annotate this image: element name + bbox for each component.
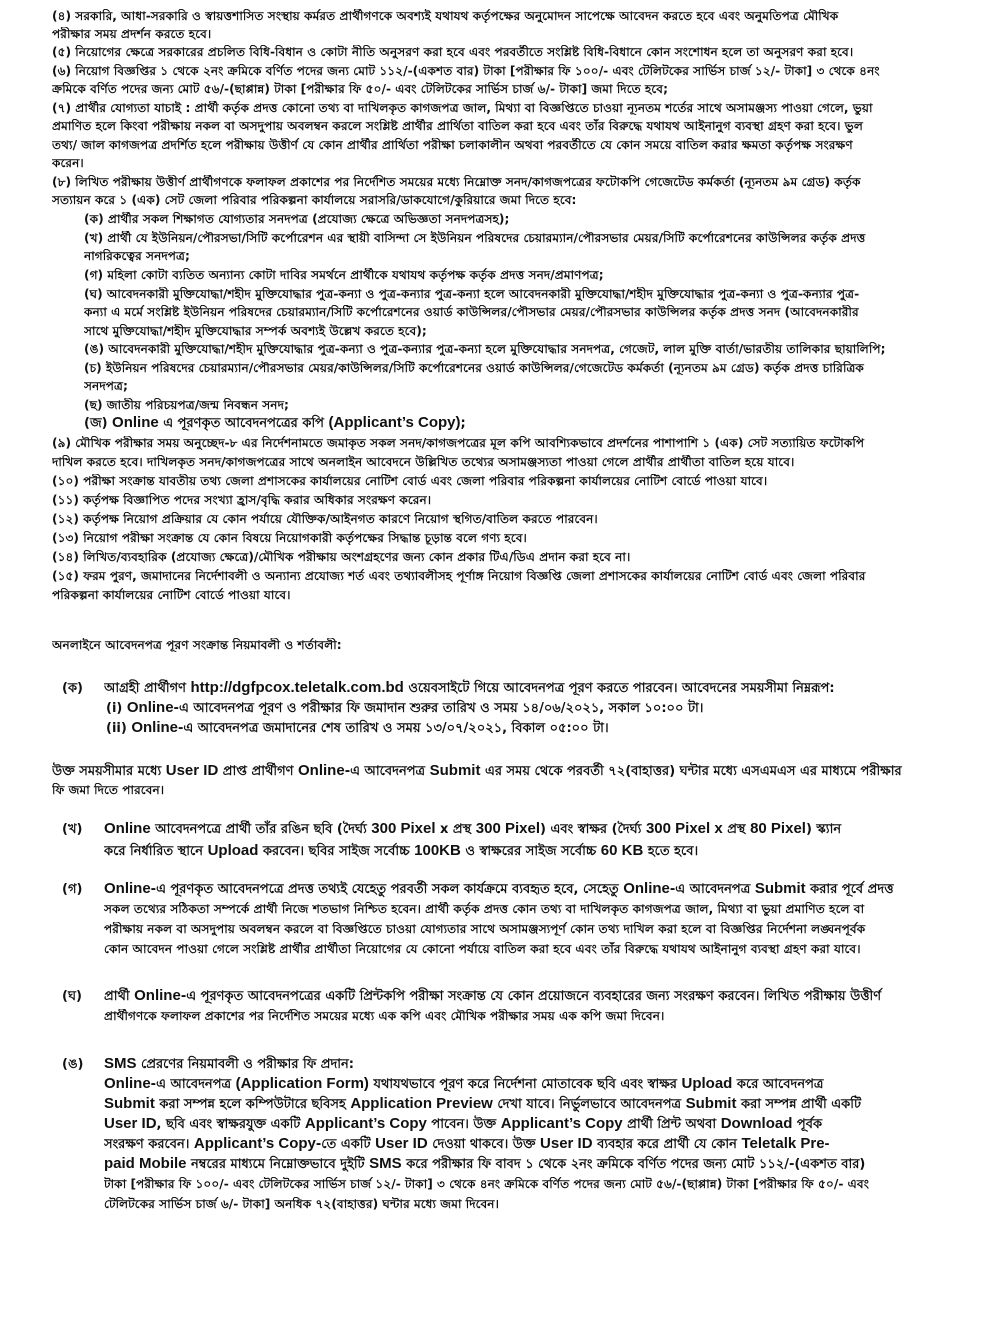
section-gha-line-1: প্রার্থী Online-এ পূরণকৃত আবেদনপত্রের একটি প্রিন্টকপি পরীক্ষা সংক্রান্ত যে কোন প্রয়োজনে ব্যবহারের জন্য সংরক্ষণ করবেন। লিখিত পরীক্ষায় উত্তীর্ণ [104, 987, 882, 1004]
section-ka-start-date: (i) Online-এ আবেদনপত্র পূরণ ও পরীক্ষার ফি জমাদান শুরুর তারিখ ও সময় ১৪/০৬/২০২১, সকাল ১০:০০ টা। [106, 699, 704, 716]
rule-8-line-1: (৮) লিখিত পরীক্ষায় উত্তীর্ণ প্রার্থীগণকে ফলাফল প্রকাশের পর নির্দেশিত সময়ের মধ্যে নিম্নোক্ত সনদ/কাগজপত্রের ফটোকপি গেজেটেড কর্মকর্তা (ন্যূনতম ৯ম গ্রেড) কর্তৃক [52, 175, 861, 189]
rule-7-line-4: করেন। [52, 156, 84, 170]
section-kha-line-1: Online আবেদনপত্রে প্রার্থী তাঁর রঙিন ছবি (দৈর্ঘ্য 300 Pixel x প্রস্থ 300 Pixel) এবং স্বাক্ষর (দৈর্ঘ্য 300 Pixel x প্রস্থ 80 Pixel) স্ক্যান [104, 820, 842, 837]
rule-7-line-2: প্রমাণিত হলে কিংবা পরীক্ষায় নকল বা অসদুপায় অবলম্বন করলে সংশ্লিষ্ট প্রার্থীর প্রার্থিতা বাতিল করা হবে এবং তাঁর বিরুদ্ধে যথাযথ আইনানুগ ব্যবস্থা গ্রহণ করা হবে। ভুল [52, 119, 863, 133]
section-ga-line-3: পরীক্ষায় নকল বা অসদুপায় অবলম্বন করলে বা বিজ্ঞপ্তিতে চাওয়া যোগ্যতার সাথে অসামঞ্জস্যপূর্ণ কোন তথ্য দাখিল করা হলে বা বিজ্ঞপ্তির নির্দেশনা লঙ্ঘনপূর্বক [104, 922, 866, 936]
rule-4-line-2: পরীক্ষার সময় প্রদর্শন করতে হবে। [52, 27, 212, 41]
rule-5-line-1: (৫) নিয়োগের ক্ষেত্রে সরকারের প্রচলিত বিধি-বিধান ও কোটা নীতি অনুসরণ করা হবে এবং পরবর্তীতে সংশ্লিষ্ট বিধি-বিধানে কোন সংশোধন হলে তা অনুসরণ করা হবে। [52, 45, 854, 59]
rule-8-ga: (গ) মহিলা কোটা ব্যতিত অন্যান্য কোটা দাবির সমর্থনে প্রার্থীকে যথাযথ কর্তৃপক্ষ কর্তৃক প্রদত্ত সনদ/প্রমাণপত্র; [84, 268, 604, 282]
section-ka-intro: আগ্রহী প্রার্থীগণ http://dgfpcox.teletalk.com.bd ওয়েবসাইটে গিয়ে আবেদনপত্র পূরণ করতে পারবেন। আবেদনের সময়সীমা নিম্নরূপ: [104, 679, 835, 696]
section-umo-marker: (ঙ) [62, 1057, 84, 1072]
rule-8-umo: (ঙ) আবেদনকারী মুক্তিযোদ্ধা/শহীদ মুক্তিযোদ্ধার পুত্র-কন্যা ও পুত্র-কন্যার পুত্র-কন্যা হলে মুক্তিযোদ্ধার সনদপত্র, গেজেট, লাল মুক্তি বার্তা/ভারতীয় তালিকার ছায়ালিপি; [84, 342, 886, 356]
online-rules-heading: অনলাইনে আবেদনপত্র পূরণ সংক্রান্ত নিয়মাবলী ও শর্তাবলী: [52, 638, 342, 652]
section-gha-marker: (ঘ) [62, 989, 82, 1004]
rule-6-line-2: ক্রমিকে বর্ণিত পদের জন্য মোট ৫৬/-(ছাপ্পান্ন) টাকা [পরীক্ষার ফি ৫০/- এবং টেলিটকের সার্ভিস চার্জ ৬/- টাকা] জমা দিতে হবে; [52, 82, 668, 96]
section-ka-marker: (ক) [62, 681, 83, 696]
rule-10: (১০) পরীক্ষা সংক্রান্ত যাবতীয় তথ্য জেলা প্রশাসকের কার্যালয়ের নোটিশ বোর্ড এবং জেলা পরিবার পরিকল্পনা কার্যালয়ের নোটিশ বোর্ডে পাওয়া যাবে। [52, 474, 768, 488]
rule-8-jo: (জ) Online এ পূরণকৃত আবেদনপত্রের কপি (Applicant’s Copy); [84, 414, 466, 431]
section-umo-line-7: টাকা [পরীক্ষার ফি ১০০/- এবং টেলিটকের সার্ভিস চার্জ ১২/- টাকা] ৩ থেকে ৪নং ক্রমিকে বর্ণিত পদের জন্য মোট ৫৬/-(ছাপ্পান্ন) টাকা [পরীক্ষার ফি ৫০/- এবং [104, 1177, 869, 1191]
rule-7-line-1: (৭) প্রার্থীর যোগ্যতা যাচাই : প্রার্থী কর্তৃক প্রদত্ত কোনো তথ্য বা দাখিলকৃত কাগজপত্র জাল, মিথ্যা বা বিজ্ঞপ্তিতে চাওয়া ন্যূনতম শর্তের সাথে অসামঞ্জস্য পাওয়া গেলে, ভুয়া [52, 101, 873, 115]
rule-9-line-2: দাখিল করতে হবে। দাখিলকৃত সনদ/কাগজপত্রের সাথে অনলাইন আবেদনে উল্লিখিত তথ্যের অসামঞ্জস্যতা পাওয়া গেলে প্রার্থীর প্রার্থীতা বাতিল হয়ে যাবে। [52, 455, 795, 469]
rule-14: (১৪) লিখিত/ব্যবহারিক (প্রযোজ্য ক্ষেত্রে)/মৌখিক পরীক্ষায় অংশগ্রহণের জন্য কোন প্রকার টিএ/ডিএ প্রদান করা হবে না। [52, 550, 631, 564]
section-ga-line-2: সকল তথ্যের সঠিকতা সম্পর্কে প্রার্থী নিজে শতভাগ নিশ্চিত হবেন। প্রার্থী কর্তৃক প্রদত্ত কোন তথ্য বা দাখিলকৃত কাগজপত্র জাল, মিথ্যা বা ভুয়া প্রমাণিত হলে বা [104, 902, 865, 916]
rule-15-line-2: পরিকল্পনা কার্যালয়ের নোটিশ বোর্ডে পাওয়া যাবে। [52, 588, 291, 602]
application-url-link[interactable]: http://dgfpcox.teletalk.com.bd [190, 679, 404, 696]
rule-11: (১১) কর্তৃপক্ষ বিজ্ঞাপিত পদের সংখ্যা হ্রাস/বৃদ্ধি করার অধিকার সংরক্ষণ করেন। [52, 493, 432, 507]
rule-4-line-1: (৪) সরকারি, আধা-সরকারি ও স্বায়ত্তশাসিত সংস্থায় কর্মরত প্রার্থীগণকে অবশ্যই যথাযথ কর্তৃপক্ষের অনুমোদন সাপেক্ষে আবেদন করতে হবে এবং অনুমতিপত্র মৌখিক [52, 9, 839, 23]
rule-8-cha-2: সনদপত্র; [84, 379, 128, 393]
section-umo-line-8: টেলিটকের সার্ভিস চার্জ ৬/- টাকা] অনধিক ৭২(বাহাত্তর) ঘন্টার মধ্যে জমা দিবেন। [104, 1197, 499, 1211]
userid-para-line-1: উক্ত সময়সীমার মধ্যে User ID প্রাপ্ত প্রার্থীগণ Online-এ আবেদনপত্র Submit এর সময় থেকে পরবর্তী ৭২(বাহাত্তর) ঘন্টার মধ্যে এসএমএস এর মাধ্যমে পরীক্ষার [52, 762, 902, 779]
rule-8-gha-2: কন্যা এ মর্মে সংশ্লিষ্ট ইউনিয়ন পরিষদের চেয়ারম্যান/সিটি কর্পোরেশনের ওয়ার্ড কাউন্সিলর/পৌসভার মেয়র/পৌরসভার কাউন্সিলর কর্তৃক প্রদত্ত সনদ (আবেদনকারীর [84, 305, 859, 319]
section-gha-line-2: প্রার্থীগণকে ফলাফল প্রকাশের পর নির্দেশিত সময়ের মধ্যে এক কপি এবং মৌখিক পরীক্ষার সময় এক কপি জমা দিবেন। [104, 1009, 665, 1023]
rule-8-line-2: সত্যায়ন করে ১ (এক) সেট জেলা পরিবার পরিকল্পনা কার্যালয়ে সরাসরি/ডাকযোগে/কুরিয়ারে জমা দিতে হবে: [52, 193, 577, 207]
rule-12: (১২) কর্তৃপক্ষ নিয়োগ প্রক্রিয়ার যে কোন পর্যায়ে যৌক্তিক/আইনগত কারণে নিয়োগ স্থগিত/বাতিল করতে পারবেন। [52, 512, 598, 526]
section-umo-line-1: SMS প্রেরণের নিয়মাবলী ও পরীক্ষার ফি প্রদান: [104, 1055, 354, 1072]
userid-para-line-2: ফি জমা দিতে পারবেন। [52, 783, 165, 797]
section-kha-marker: (খ) [62, 822, 83, 837]
rule-7-line-3: তথ্য/ জাল কাগজপত্র প্রদর্শিত হলে পরীক্ষায় উত্তীর্ণ যে কোন প্রার্থীর প্রার্থিতা পরীক্ষা চলাকালীন অথবা পরবর্তীতে যে কোন সময়ে বাতিল করার ক্ষমতা কর্তৃপক্ষ সংরক্ষণ [52, 138, 853, 152]
rule-8-chha: (ছ) জাতীয় পরিচয়পত্র/জন্ম নিবন্ধন সনদ; [84, 398, 289, 412]
section-ka-end-date: (ii) Online-এ আবেদনপত্র জমাদানের শেষ তারিখ ও সময় ১৩/০৭/২০২১, বিকাল ০৫:০০ টা। [106, 719, 609, 736]
rule-9-line-1: (৯) মৌখিক পরীক্ষার সময় অনুচ্ছেদ-৮ এর নির্দেশনামতে জমাকৃত সকল সনদ/কাগজপত্রের মূল কপি আবশ্যিকভাবে প্রদর্শনের পাশাপাশি ১ (এক) সেট সত্যায়িত ফটোকপি [52, 436, 865, 450]
section-umo-line-5: সংরক্ষণ করবেন। Applicant’s Copy-তে একটি User ID দেওয়া থাকবে। উক্ত User ID ব্যবহার করে প্রার্থী যে কোন Teletalk Pre- [104, 1135, 830, 1152]
rule-8-ka: (ক) প্রার্থীর সকল শিক্ষাগত যোগ্যতার সনদপত্র (প্রযোজ্য ক্ষেত্রে অভিজ্ঞতা সনদপত্রসহ); [84, 212, 510, 226]
rule-13: (১৩) নিয়োগ পরীক্ষা সংক্রান্ত যে কোন বিষয়ে নিয়োগকারী কর্তৃপক্ষের সিদ্ধান্ত চূড়ান্ত বলে গণ্য হবে। [52, 531, 527, 545]
rule-8-cha-1: (চ) ইউনিয়ন পরিষদের চেয়ারম্যান/পৌরসভার মেয়র/কাউন্সিলর/সিটি কর্পোরেশনের ওয়ার্ড কাউন্সিলর/গেজেটেড কর্মকর্তা (ন্যূনতম ৯ম গ্রেড) কর্তৃক প্রদত্ত চারিত্রিক [84, 361, 864, 375]
rule-8-gha-1: (ঘ) আবেদনকারী মুক্তিযোদ্ধা/শহীদ মুক্তিযোদ্ধার পুত্র-কন্যা ও পুত্র-কন্যার পুত্র-কন্যা হলে আবেদনকারী মুক্তিযোদ্ধা/শহীদ মুক্তিযোদ্ধার পুত্র-কন্যা ও পুত্র-কন্যার পুত্র- [84, 287, 860, 301]
rule-8-kha-2: নাগরিকত্বের সনদপত্র; [84, 249, 190, 263]
rule-8-gha-3: সাথে মুক্তিযোদ্ধা/শহীদ মুক্তিযোদ্ধার সম্পর্ক অবশ্যই উল্লেখ করতে হবে); [84, 324, 427, 338]
section-ga-marker: (গ) [62, 882, 83, 897]
section-umo-line-2: Online-এ আবেদনপত্র (Application Form) যথাযথভাবে পূরণ করে নির্দেশনা মোতাবেক ছবি এবং স্বাক্ষর Upload করে আবেদনপত্র [104, 1075, 824, 1092]
section-umo-line-6: paid Mobile নম্বরের মাধ্যমে নিম্নোক্তভাবে দুইটি SMS করে পরীক্ষার ফি বাবদ ১ থেকে ২নং ক্রমিকে বর্ণিত পদের জন্য মোট ১১২/-(একশত বার) [104, 1155, 866, 1172]
section-umo-line-4: User ID, ছবি এবং স্বাক্ষরযুক্ত একটি Applicant’s Copy পাবেন। উক্ত Applicant’s Copy প্রার্থী প্রিন্ট অথবা Download পূর্বক [104, 1115, 823, 1132]
rule-15-line-1: (১৫) ফরম পুরণ, জমাদানের নির্দেশাবলী ও অন্যান্য প্রযোজ্য শর্ত এবং তথ্যাবলীসহ পূর্ণাঙ্গ নিয়োগ বিজ্ঞপ্তি জেলা প্রশাসকের কার্যালয়ের নোটিশ বোর্ড এবং জেলা পরিবার [52, 569, 866, 583]
section-ga-line-1: Online-এ পূরণকৃত আবেদনপত্রে প্রদত্ত তথ্যই যেহেতু পরবর্তী সকল কার্যক্রমে ব্যবহৃত হবে, সেহেতু Online-এ আবেদনপত্র Submit করার পূর্বে প্রদত্ত [104, 880, 894, 897]
section-umo-line-3: Submit করা সম্পন্ন হলে কম্পিউটারে ছবিসহ Application Preview দেখা যাবে। নির্ভুলভাবে আবেদনপত্র Submit করা সম্পন্ন প্রার্থী একটি [104, 1095, 862, 1112]
section-kha-line-2: করে নির্ধারিত স্থানে Upload করবেন। ছবির সাইজ সর্বোচ্চ 100KB ও স্বাক্ষরের সাইজ সর্বোচ্চ 60 KB হতে হবে। [104, 842, 699, 859]
rule-8-kha-1: (খ) প্রার্থী যে ইউনিয়ন/পৌরসভা/সিটি কর্পোরেশন এর স্থায়ী বাসিন্দা সে ইউনিয়ন পরিষদের চেয়ারম্যান/পৌরসভার মেয়র/সিটি কর্পোরেশনের কাউন্সিলর কর্তৃক প্রদত্ত [84, 231, 866, 245]
rule-6-line-1: (৬) নিয়োগ বিজ্ঞপ্তির ১ থেকে ২নং ক্রমিকে বর্ণিত পদের জন্য মোট ১১২/-(একশত বার) টাকা [পরীক্ষার ফি ১০০/- এবং টেলিটকের সার্ভিস চার্জ ১২/- টাকা] ৩ থেকে ৪নং [52, 64, 880, 78]
section-ga-line-4: কোন আবেদন পাওয়া গেলে সংশ্লিষ্ট প্রার্থীর প্রার্থীতা নিয়োগের যে কোনো পর্যায়ে বাতিল করা হবে এবং তাঁর বিরুদ্ধে যথাযথ আইনানুগ ব্যবস্থা গ্রহণ করা যাবে। [104, 942, 861, 956]
